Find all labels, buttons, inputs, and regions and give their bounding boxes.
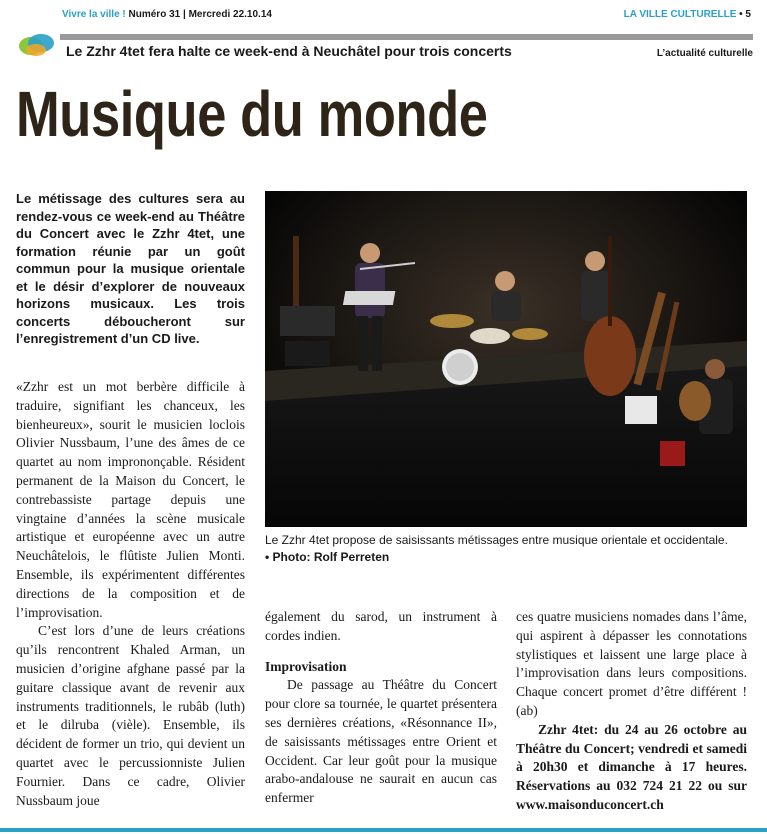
issue-info: Numéro 31 | Mercredi 22.10.14 bbox=[125, 9, 272, 20]
concert-photo-illustration bbox=[265, 191, 747, 527]
folio-right bbox=[624, 9, 751, 20]
practical-info: Zzhr 4tet: du 24 au 26 octobre au Théâtre du Concert; vendredi et samedi à 20h30 et dimanche à 17 heures. Réservations au 032 724 21 22 ou sur www.maisonduconcert.ch bbox=[516, 721, 747, 812]
photo-credit: • Photo: Rolf Perreten bbox=[265, 550, 390, 564]
rubric: L’actualité culturelle bbox=[656, 48, 753, 59]
concert-photo bbox=[265, 191, 747, 527]
body-paragraph: ces quatre musiciens nomades dans l’âme, qui aspirent à dépasser les connotations stylistiques et laissent une large place à l’improvisation dans leurs compositions. Chaque concert promet d’être différent ! (ab) bbox=[516, 609, 747, 718]
page-number: • 5 bbox=[736, 9, 751, 20]
caption-text: Le Zzhr 4tet propose de saisissants métissages entre musique orientale et occidentale. bbox=[265, 533, 728, 547]
body-paragraph: «Zzhr est un mot berbère difficile à traduire, signifiant les chanceux, les bienheureux», sourit le musicien loclois Olivier Nussbaum, l’une des âmes de ce quartet au nom imprononçable. Résident permanent de la Maison du Concert, le contrebassiste partage depuis une vingtaine d’années la scène musicale artistique et européenne avec un autre Neuchâtelois, le flûtiste Julien Monti. Ensemble, ils expérimentent différentes directions de la composition et de l’improvisation. bbox=[16, 379, 245, 620]
kicker: Le Zzhr 4tet fera halte ce week-end à Neuchâtel pour trois concerts bbox=[66, 43, 512, 59]
section-name: LA VILLE CULTURELLE bbox=[623, 9, 737, 20]
headline: Musique du monde bbox=[16, 78, 488, 150]
publication-brand: Vivre la ville ! bbox=[62, 9, 126, 20]
lead-paragraph: Le métissage des cultures sera au rendez-vous ce week-end au Théâtre du Concert avec le Zzhr 4tet, une formation réunie par un goût commun pour la musique orientale et le désir d’explorer de nouveaux horizons musicaux. Les trois concerts déboucheront sur l’enregistrement d’un CD live. bbox=[16, 191, 245, 346]
photo-caption bbox=[265, 532, 750, 566]
footer-rule bbox=[0, 828, 767, 832]
body-paragraph: De passage au Théâtre du Concert pour clore sa tournée, le quartet présentera ses dernières créations, «Résonnance II», de saisissants métissages entre Orient et Occident. Car leur goût pour la musique arabo-andalouse ne saurait en aucun cas enfermer bbox=[265, 677, 497, 806]
header-rule bbox=[60, 34, 753, 40]
body-paragraph: également du sarod, un instrument à cordes indien. bbox=[265, 609, 497, 643]
body-paragraph: C’est lors d’une de leurs créations qu’ils rencontrent Khaled Arman, un musicien d’origine afghane passé par la guitare classique avant de revenir aux instruments traditionnels, le rubâb (luth) et le dilruba (vièle). Ensemble, ils décident de former un trio, qui devient un quartet avec le percussionniste Julien Fournier. Dans ce cadre, Olivier Nussbaum joue bbox=[16, 623, 245, 808]
publication-logo-icon bbox=[16, 31, 60, 59]
folio-left bbox=[62, 9, 272, 20]
body-column-2 bbox=[265, 608, 497, 808]
body-column-1 bbox=[16, 378, 245, 810]
body-column-3 bbox=[516, 608, 747, 815]
subheading: Improvisation bbox=[265, 658, 347, 674]
